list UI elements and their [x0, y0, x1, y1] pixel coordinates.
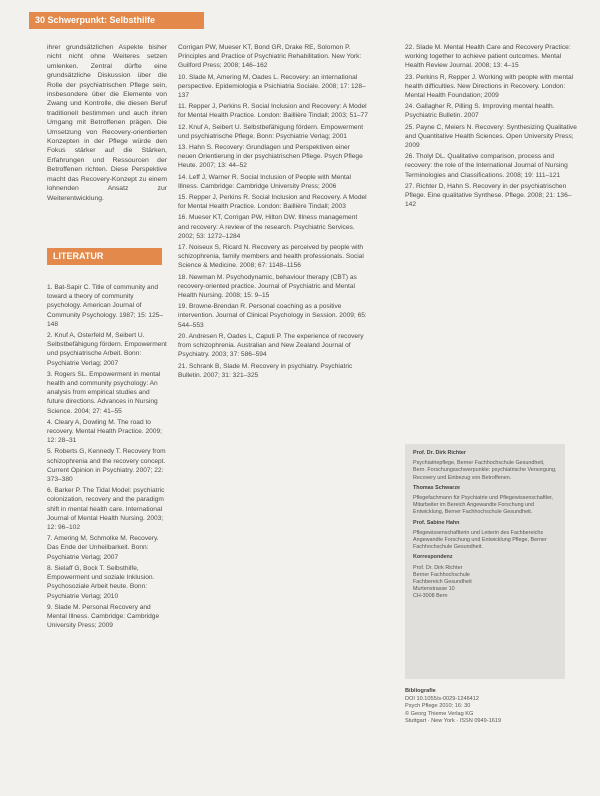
contact-name: Prof. Dr. Dirk Richter [413, 564, 463, 571]
publisher-line: © Georg Thieme Verlag KG [405, 710, 474, 717]
bibliography-title: Bibliografie [405, 688, 436, 694]
references-column-3 [405, 43, 577, 211]
author-name: Prof. Dr. Dirk Richter [413, 450, 467, 456]
author-bio: Psychiatriepflege, Berner Fachhochschule Gesundheit, Bern. Forschungsschwerpunkte: psychiatrische Versorgung, Recovery und Einbezug von Betroffenen. [413, 460, 557, 481]
intro-paragraph: ihrer grundsätzlichen Aspekte bisher nicht nicht ohne Weiteres setzen umlenken. Zentral dürfte eine grundsätzliche Diskussion über die Rolle der psychiatrischen Pflege sein, insbesondere über die Elemente von Zwang und Kontrolle, die diesen Beruf traditionell bestimmen und auch ihren Umgang mit Betroffenen prägen. Die Umsetzung von Recovery-orientierten Konzepten in der Pflege würde den Fokus stärker auf die Stärken, Erfahrungen und Ressourcen der Betroffenen richten. Diese Perspektive macht das Recovery-Konzept zu einem lohnenden Ansatz zur Weiterentwicklung. [47, 44, 167, 202]
reference-item: 26. Tholyl DL. Qualitative comparison, process and recovery: the role of the International Journal of Nursing Terminologies and Classifications. 2008; 19: 111–121 [405, 153, 568, 179]
references-column-2 [178, 43, 370, 382]
reference-item: 24. Gallagher R, Pilling S. Improving mental health. Psychiatric Bulletin. 2007 [405, 103, 555, 120]
author-name: Thomas Schwarze [413, 484, 461, 491]
reference-item: 17. Noiseux S, Ricard N. Recovery as perceived by people with schizophrenia, family members and health professionals. Social Science & Medicine. 2008; 67: 1148–1156 [178, 244, 364, 270]
reference-item: 14. Leff J, Warner R. Social Inclusion of People with Mental Illness. Cambridge: Cambridge University Press; 2006 [178, 173, 351, 190]
reference-item: 19. Browne-Brendan R. Personal coaching as a positive intervention. Journal of Clinical Psychology in Session. 2009; 65: 544–553 [178, 303, 367, 329]
contact-line: Murtenstrasse 10 [413, 586, 455, 593]
reference-item: 9. Slade M. Personal Recovery and Mental Illness. Cambridge: Cambridge University Press; 2009 [47, 603, 160, 630]
reference-item: 5. Roberts G, Kennedy T. Recovery from schizophrenia and the recovery concept. Current Opinion in Psychiatry. 2007; 22: 373–380 [47, 448, 166, 484]
reference-item: 13. Hahn S. Recovery: Grundlagen und Perspektiven einer neuen Orientierung in der psychiatrischen Pflege. Psych Pflege Heute. 2007; 13: 44–52 [178, 144, 363, 170]
citation-line: Psych Pflege 2010; 16: 30 [405, 703, 471, 709]
reference-item: 10. Slade M, Amering M, Oades L. Recovery: an international perspective. Epidemiologia e Psichiatria Sociale. 2008; 17: 128–137 [178, 73, 366, 100]
contact-line: Berner Fachhochschule [413, 571, 470, 578]
reference-item: Corrigan PW, Mueser KT, Bond GR, Drake RE, Solomon P. Principles and Practice of Psychiatric Rehabilitation. New York: Guilford Press; 2008; 146–162 [178, 44, 362, 70]
reference-item: 2. Knuf A, Osterfeld M, Seibert U. Selbstbefähigung fördern. Empowerment und psychiatrische Arbeit. Bonn: Psychiatrie Verlag; 2007 [47, 332, 167, 367]
references-column-1 [47, 283, 167, 632]
reference-item: 15. Repper J, Perkins R. Social Inclusion and Recovery. A Model for Mental Health Practice. London: Baillière Tindall; 2003 [178, 194, 367, 211]
section-title: Schwerpunkt: Selbsthilfe [47, 15, 156, 25]
reference-item: 6. Barker P. The Tidal Model: psychiatric colonization, recovery and the paradigm shift in mental health care. International Journal of Mental Health Nursing. 2003; 12: 96–102 [47, 487, 165, 532]
author-bio: Pflegefachmann für Psychiatrie und Pflegewissenschaftler, Mitarbeiter im Bereich Angewandte Forschung und Entwicklung, Berner Fachhochschule Gesundheit. [413, 495, 553, 516]
reference-item: 18. Newman M. Psychodynamic, behaviour therapy (CBT) as recovery-oriented practice. Journal of Psychiatric and Mental Health Nursing. 2008; 15: 9–15 [178, 273, 357, 300]
reference-item: 22. Slade M. Mental Health Care and Recovery Practice: working together to achieve patient outcomes. Mental Health Review Journal. 2008; 13: 4–15 [405, 44, 571, 70]
reference-item: 11. Repper J, Perkins R. Social Inclusion and Recovery: A Model for Mental Health Practice. London: Baillière Tindall; 2003; 51–77 [178, 103, 368, 120]
page-header [29, 12, 204, 29]
issn-line: Stuttgart · New York · ISSN 0949-1619 [405, 718, 502, 724]
reference-item: 12. Knuf A, Seibert U. Selbstbefähigung fördern. Empowerment und psychiatrische Pflege. Bonn: Psychiatrie Verlag; 2001 [178, 123, 364, 140]
reference-item: 27. Richter D, Hahn S. Recovery in der psychiatrischen Pflege. Eine qualitative Synthese. Pflege. 2008; 21: 136–142 [405, 182, 572, 209]
intro-column [47, 43, 167, 203]
author-info-box [405, 444, 565, 679]
literature-heading: LITERATUR [47, 248, 162, 265]
reference-item: 16. Mueser KT, Corrigan PW, Hilton DW. Illness management and recovery: A review of the research. Psychiatric Services. 2002; 53: 1272–1284 [178, 214, 358, 240]
reference-item: 4. Cleary A, Dowling M. The road to recovery. Mental Health Practice. 2009; 12: 28–31 [47, 418, 162, 445]
page-number: 30 [35, 15, 46, 25]
reference-item: 3. Rogers SL. Empowerment in mental health and community psychology: An analysis from empirical studies and future directions. Advances in Nursing Science. 2004; 27: 41–55 [47, 370, 161, 415]
reference-item: 7. Amering M, Schmolke M. Recovery. Das Ende der Unheilbarkeit. Bonn: Psychiatrie Verlag; 2007 [47, 535, 159, 561]
reference-item: 25. Payne C, Meiers N. Recovery: Synthesizing Qualitative and Quantitative Health Sciences. Open University Press; 2009 [405, 123, 577, 150]
reference-item: 8. Sielaff G, Bock T. Selbsthilfe, Empowerment und soziale Inklusion. Psychosoziale Arbeit heute. Bonn: Psychiatrie Verlag; 2010 [47, 564, 155, 600]
contact-label: Korrespondenz [413, 554, 453, 561]
reference-item: 23. Perkins R, Repper J. Working with people with mental health difficulties. New Directions in Recovery. London: Mental Health Foundation; 2009 [405, 73, 574, 100]
contact-line: CH-3008 Bern [413, 593, 448, 600]
bibliography-block [405, 688, 570, 726]
author-bio: Pflegewissenschaftlerin und Leiterin des Fachbereichs Angewandte Forschung und Entwicklung Pflege, Berner Fachhochschule Gesundheit. [413, 529, 547, 551]
reference-item: 21. Schrank B, Slade M. Recovery in psychiatry. Psychiatric Bulletin. 2007; 31: 321–325 [178, 362, 353, 379]
contact-line: Fachbereich Gesundheit [413, 579, 472, 586]
reference-item: 1. Bat-Sapir C. Title of community and toward a theory of community psychology. American Journal of Community Psychology. 1987; 15: 125–148 [47, 284, 164, 328]
reference-item: 20. Andresen R, Oades L, Caputi P. The experience of recovery from schizophrenia. Australian and New Zealand Journal of Psychiatry. 2003; 37: 586–594 [178, 332, 364, 359]
doi-line: DOI 10.1055/s-0029-1246412 [405, 695, 480, 702]
author-name: Prof. Sabine Hahn [413, 519, 460, 526]
